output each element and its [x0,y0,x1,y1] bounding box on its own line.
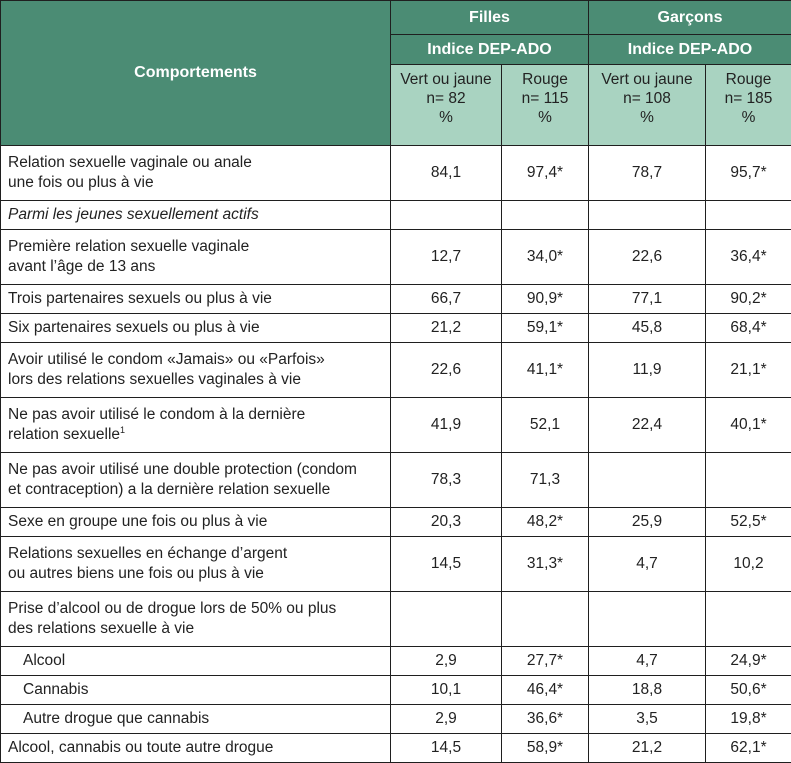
table-row [1,343,791,398]
footnote-marker: 1 [120,425,125,435]
table-row [1,705,791,734]
cell-value: 2,9 [391,705,502,734]
cell-value [502,592,589,647]
header-filles: Filles [391,1,589,35]
header-comportements: Comportements [1,1,391,146]
cell-value: 62,1* [706,734,791,763]
cell-value [706,592,791,647]
row-label: Cannabis [1,676,391,705]
cell-value: 2,9 [391,647,502,676]
table-row [1,398,791,453]
cell-value: 68,4* [706,314,791,343]
cell-value: 71,3 [502,453,589,508]
col-n: n= 185 [706,89,791,108]
header-col-garcons-rouge [706,65,791,146]
cell-value: 3,5 [589,705,706,734]
table-header [1,1,791,146]
table-row [1,453,791,508]
cell-value: 41,9 [391,398,502,453]
cell-value [706,453,791,508]
table-row [1,592,791,647]
row-label: Relations sexuelles en échange d’argent ou autres biens une fois ou plus à vie [1,537,391,592]
row-label: Première relation sexuelle vaginale avant l’âge de 13 ans [1,230,391,285]
cell-value: 14,5 [391,734,502,763]
cell-value: 10,1 [391,676,502,705]
cell-value: 4,7 [589,647,706,676]
cell-value: 52,5* [706,508,791,537]
col-label: Rouge [706,70,791,89]
cell-value: 40,1* [706,398,791,453]
table-row [1,676,791,705]
cell-value [589,453,706,508]
table-row [1,647,791,676]
cell-value: 58,9* [502,734,589,763]
cell-value: 14,5 [391,537,502,592]
row-label: Avoir utilisé le condom «Jamais» ou «Parfois» lors des relations sexuelles vaginales à vie [1,343,391,398]
col-unit: % [502,108,588,127]
cell-value: 66,7 [391,285,502,314]
table-row [1,734,791,763]
col-unit: % [706,108,791,127]
cell-value: 36,4* [706,230,791,285]
col-n: n= 82 [391,89,501,108]
cell-value: 78,7 [589,146,706,201]
cell-value: 34,0* [502,230,589,285]
header-indice-filles: Indice DEP-ADO [391,35,589,65]
row-label: Alcool [1,647,391,676]
cell-value [502,201,589,230]
header-indice-garcons: Indice DEP-ADO [589,35,791,65]
cell-value: 25,9 [589,508,706,537]
cell-value: 41,1* [502,343,589,398]
col-unit: % [391,108,501,127]
col-n: n= 108 [589,89,705,108]
cell-value: 31,3* [502,537,589,592]
table-row [1,285,791,314]
cell-value: 4,7 [589,537,706,592]
cell-value: 21,1* [706,343,791,398]
cell-value [706,201,791,230]
cell-value: 95,7* [706,146,791,201]
row-label: Ne pas avoir utilisé une double protection (condom et contraception) a la dernière relation sexuelle [1,453,391,508]
row-label: Ne pas avoir utilisé le condom à la dernière relation sexuelle$^1$ [1,398,391,453]
cell-value: 12,7 [391,230,502,285]
cell-value: 10,2 [706,537,791,592]
table-row [1,537,791,592]
header-col-filles-vert [391,65,502,146]
cell-value [391,201,502,230]
header-garcons: Garçons [589,1,791,35]
cell-value [589,592,706,647]
cell-value: 22,6 [391,343,502,398]
cell-value: 97,4* [502,146,589,201]
row-label: Prise d’alcool ou de drogue lors de 50% ou plus des relations sexuelle à vie [1,592,391,647]
header-col-garcons-vert [589,65,706,146]
table-row [1,201,791,230]
cell-value: 52,1 [502,398,589,453]
cell-value: 21,2 [391,314,502,343]
col-n: n= 115 [502,89,588,108]
col-label: Vert ou jaune [391,70,501,89]
row-label: Autre drogue que cannabis [1,705,391,734]
table-row [1,230,791,285]
cell-value: 20,3 [391,508,502,537]
cell-value: 19,8* [706,705,791,734]
col-label: Vert ou jaune [589,70,705,89]
cell-value: 11,9 [589,343,706,398]
cell-value: 45,8 [589,314,706,343]
cell-value: 78,3 [391,453,502,508]
cell-value [589,201,706,230]
row-label: Six partenaires sexuels ou plus à vie [1,314,391,343]
table-row [1,314,791,343]
cell-value: 84,1 [391,146,502,201]
cell-value: 77,1 [589,285,706,314]
row-label: Sexe en groupe une fois ou plus à vie [1,508,391,537]
header-col-filles-rouge [502,65,589,146]
col-label: Rouge [502,70,588,89]
table-row [1,508,791,537]
cell-value: 21,2 [589,734,706,763]
cell-value: 27,7* [502,647,589,676]
cell-value: 46,4* [502,676,589,705]
cell-value: 50,6* [706,676,791,705]
col-unit: % [589,108,705,127]
cell-value [391,592,502,647]
row-label: Alcool, cannabis ou toute autre drogue [1,734,391,763]
table-row [1,146,791,201]
cell-value: 22,4 [589,398,706,453]
cell-value: 24,9* [706,647,791,676]
row-label: Trois partenaires sexuels ou plus à vie [1,285,391,314]
cell-value: 36,6* [502,705,589,734]
row-label: Relation sexuelle vaginale ou anale une fois ou plus à vie [1,146,391,201]
cell-value: 90,9* [502,285,589,314]
table-body [1,146,791,763]
cell-value: 48,2* [502,508,589,537]
cell-value: 59,1* [502,314,589,343]
row-label-section: Parmi les jeunes sexuellement actifs [1,201,391,230]
cell-value: 22,6 [589,230,706,285]
cell-value: 18,8 [589,676,706,705]
cell-value: 90,2* [706,285,791,314]
